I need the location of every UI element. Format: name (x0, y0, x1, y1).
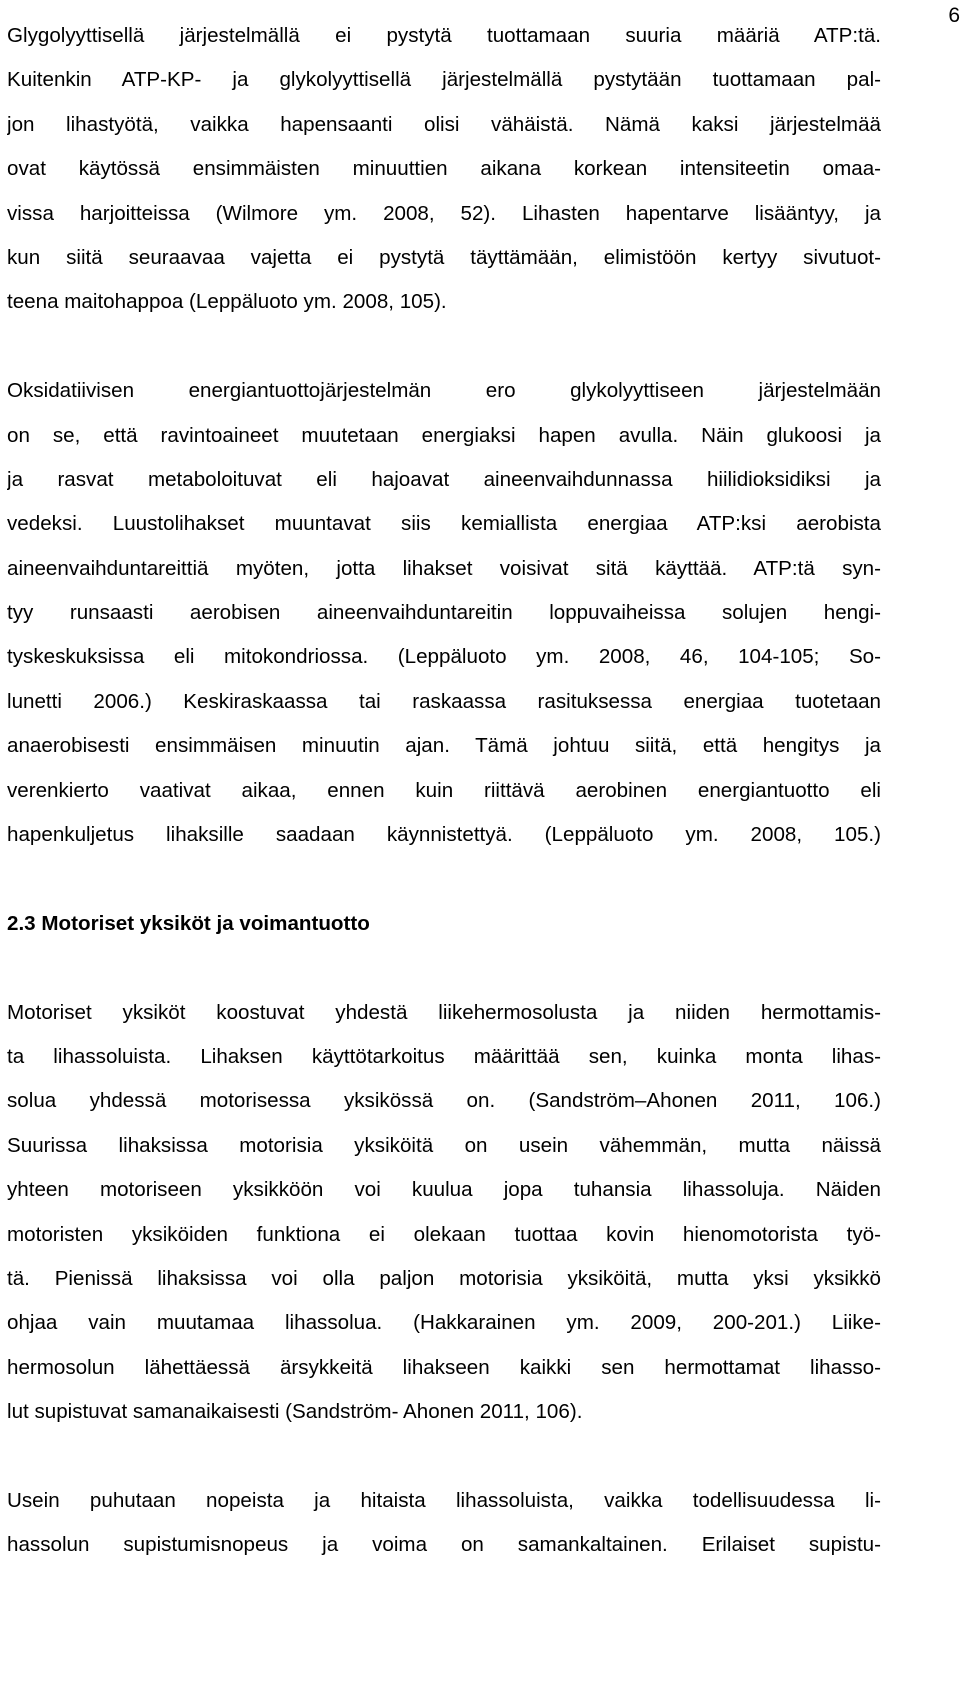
text-line: tyskeskuksissa eli mitokondriossa. (Leppäluoto ym. 2008, 46, 104-105; So- (7, 645, 881, 669)
paragraph (7, 991, 881, 1435)
text-line: Motoriset yksiköt koostuvat yhdestä liikehermosolusta ja niiden hermottamis- (7, 1000, 881, 1024)
text-line: hapenkuljetus lihaksille saadaan käynnistettyä. (Leppäluoto ym. 2008, 105.) (7, 823, 881, 847)
paragraph (7, 14, 881, 325)
section-heading (7, 902, 881, 946)
text-line: tyy runsaasti aerobisen aineenvaihduntareitin loppuvaiheissa solujen hengi- (7, 601, 881, 625)
paragraph-gap (7, 857, 881, 901)
text-line: yhteen motoriseen yksikköön voi kuulua jopa tuhansia lihassoluja. Näiden (7, 1178, 881, 1202)
text-line: Suurissa lihaksissa motorisia yksiköitä on usein vähemmän, mutta näissä (7, 1133, 881, 1157)
text-line: teena maitohappoa (Leppäluoto ym. 2008, 105). (7, 290, 447, 314)
text-line: Kuitenkin ATP-KP- ja glykolyyttisellä järjestelmällä pystytään tuottamaan pal- (7, 68, 881, 92)
text-line: ja rasvat metaboloituvat eli hajoavat aineenvaihdunnassa hiilidioksidiksi ja (7, 467, 881, 491)
text-line: verenkierto vaativat aikaa, ennen kuin riittävä aerobinen energiantuotto eli (7, 778, 881, 802)
text-line: solua yhdessä motorisessa yksikössä on. (Sandström–Ahonen 2011, 106.) (7, 1089, 881, 1113)
text-line: kun siitä seuraavaa vajetta ei pystytä täyttämään, elimistöön kertyy sivutuot- (7, 245, 881, 269)
text-line: jon lihastyötä, vaikka hapensaanti olisi vähäistä. Nämä kaksi järjestelmää (7, 112, 881, 136)
text-line: anaerobisesti ensimmäisen minuutin ajan. Tämä johtuu siitä, että hengitys ja (7, 734, 881, 758)
text-line: aineenvaihduntareittiä myöten, jotta lihakset voisivat sitä käyttää. ATP:tä syn- (7, 556, 881, 580)
text-line: motoristen yksiköiden funktiona ei olekaan tuottaa kovin hienomotorista työ- (7, 1222, 881, 1246)
text-line: tä. Pienissä lihaksissa voi olla paljon motorisia yksiköitä, mutta yksi yksikkö (7, 1266, 881, 1290)
paragraph (7, 369, 881, 857)
text-line: Glygolyyttisellä järjestelmällä ei pystytä tuottamaan suuria määriä ATP:tä. (7, 24, 881, 47)
text-line: on se, että ravintoaineet muutetaan energiaksi hapen avulla. Näin glukoosi ja (7, 423, 881, 447)
text-line: hassolun supistumisnopeus ja voima on samankaltainen. Erilaiset supistu- (7, 1533, 881, 1557)
section-title: Motoriset yksiköt ja voimantuotto (41, 911, 370, 935)
document-body (7, 14, 881, 1568)
text-line: Oksidatiivisen energiantuottojärjestelmän ero glykolyyttiseen järjestelmään (7, 379, 881, 403)
paragraph-gap (7, 1435, 881, 1479)
page-number: 6 (948, 4, 960, 27)
text-line: Usein puhutaan nopeista ja hitaista lihassoluista, vaikka todellisuudessa li- (7, 1488, 881, 1512)
text-line: vedeksi. Luustolihakset muuntavat siis kemiallista energiaa ATP:ksi aerobista (7, 512, 881, 536)
paragraph (7, 1479, 881, 1568)
text-line: ohjaa vain muutamaa lihassolua. (Hakkarainen ym. 2009, 200-201.) Liike- (7, 1311, 881, 1335)
paragraph-gap (7, 946, 881, 990)
paragraph-gap (7, 325, 881, 369)
text-line: ovat käytössä ensimmäisten minuuttien aikana korkean intensiteetin omaa- (7, 157, 881, 181)
text-line: lut supistuvat samanaikaisesti (Sandström- Ahonen 2011, 106). (7, 1400, 583, 1424)
text-line: vissa harjoitteissa (Wilmore ym. 2008, 52). Lihasten hapentarve lisääntyy, ja (7, 201, 881, 225)
text-line: hermosolun lähettäessä ärsykkeitä lihakseen kaikki sen hermottamat lihasso- (7, 1355, 881, 1379)
text-line: lunetti 2006.) Keskiraskaassa tai raskaassa rasituksessa energiaa tuotetaan (7, 689, 881, 713)
section-number: 2.3 (7, 911, 36, 935)
text-line: ta lihassoluista. Lihaksen käyttötarkoitus määrittää sen, kuinka monta lihas- (7, 1044, 881, 1068)
